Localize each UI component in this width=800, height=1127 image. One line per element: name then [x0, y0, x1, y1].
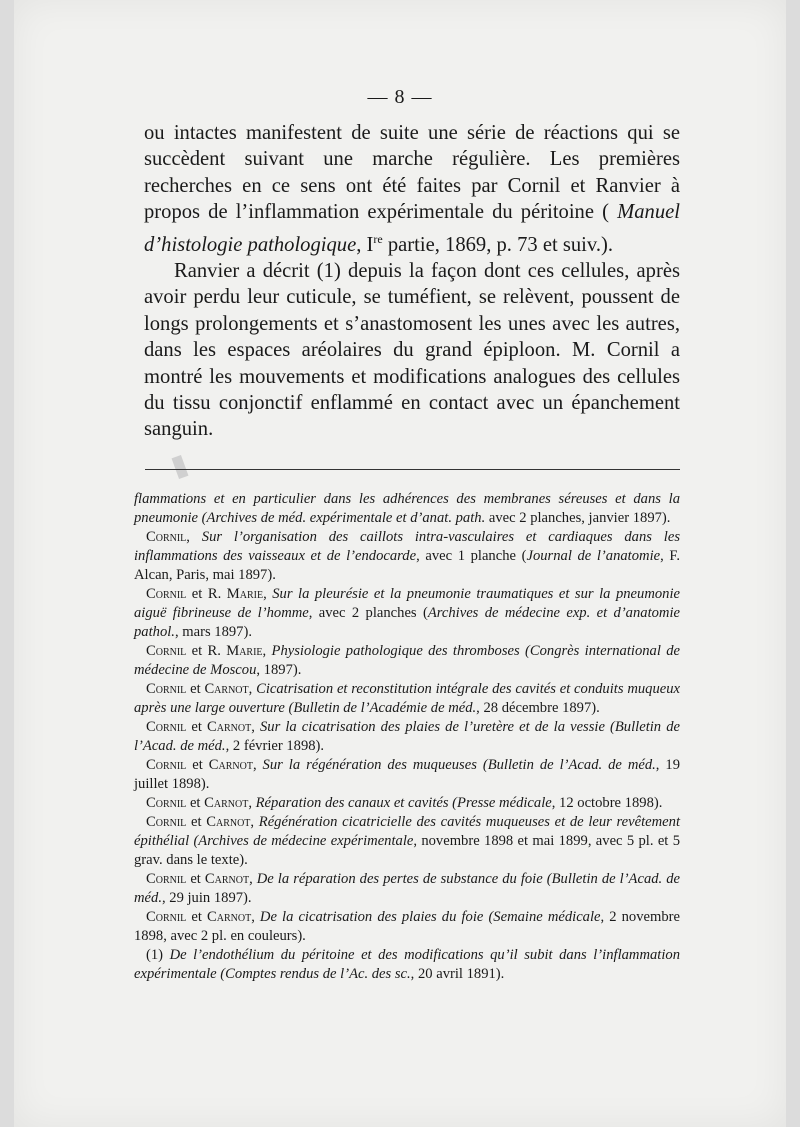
author: Cornil — [146, 643, 187, 659]
author: Carnot — [208, 757, 253, 773]
text: , avec 2 planches ( — [308, 605, 428, 621]
text: , 28 décembre 1897). — [476, 700, 600, 716]
footnote-entry-10 — [134, 908, 680, 946]
sep: et — [186, 795, 205, 811]
footnotes — [134, 490, 680, 984]
journal: Journal de l’anatomie — [526, 548, 661, 564]
footnote-entry-1 — [134, 528, 680, 585]
footnote-entry-4 — [134, 680, 680, 718]
sep: et — [186, 719, 208, 735]
paragraph-1-text-a: ou intactes manifestent de suite une série de réactions qui se succèdent suivant une marche régulière. Les premières recherches en ce sens ont été faites par Cornil et Ranvier à propos de l’inflammation expérimentale du péritoine ( — [144, 122, 680, 224]
text: , 20 avril 1891). — [410, 966, 505, 982]
sep: , — [186, 529, 202, 545]
sep: et R. — [186, 586, 227, 602]
journal: Archives de médecine exp. et d’anatomie pathol. — [134, 605, 681, 640]
author: Cornil — [146, 719, 187, 735]
sep: et R. — [186, 643, 227, 659]
text: , 29 juin 1897). — [161, 890, 252, 906]
footnote-entry-9 — [134, 870, 680, 908]
footnote-italic: flammations et en particulier dans les adhérences des membranes séreuses et dans la pneumonie (Archives de méd. expérimentale et d’anat. path. — [134, 491, 680, 526]
author: Carnot — [206, 814, 251, 830]
author: Carnot — [207, 719, 252, 735]
text: , novembre 1898 et mai 1899, avec 5 pl. et 5 grav. dans le texte). — [134, 833, 680, 868]
sep: , — [263, 586, 273, 602]
title: Sur la régénération des muqueuses (Bulletin de l’Acad. de méd. — [262, 757, 656, 773]
author: Cornil — [146, 681, 187, 697]
text: , avec 1 planche ( — [416, 548, 527, 564]
book-title: Manuel d’histologie pathologique — [144, 201, 680, 256]
title: Sur l’organisation des caillots intra-vasculaires et cardiaques dans les inflammations des vaisseaux et de l’endocarde — [134, 529, 681, 564]
footnote-text: avec 2 planches, janvier 1897). — [485, 510, 671, 526]
sep: , — [252, 757, 263, 773]
author: Marie — [226, 643, 263, 659]
author: Carnot — [207, 909, 252, 925]
author: Carnot — [204, 871, 250, 887]
text: , 12 octobre 1898). — [551, 795, 663, 811]
main-text — [144, 120, 680, 443]
text: , 19 juillet 1898). — [134, 757, 680, 792]
title: Sur la pleurésie et la pneumonie traumatiques et sur la pneumonie aiguë fibrineuse de l’homme — [134, 586, 680, 621]
title: Régénération cicatricielle des cavités muqueuses et de leur revêtement épithélial (Archives de médecine expérimentale — [134, 814, 680, 849]
footnote-entry-3 — [134, 642, 680, 680]
sep: et — [186, 871, 205, 887]
text: , 2 novembre 1898, avec 2 pl. en couleurs). — [134, 909, 680, 944]
sep: , — [251, 719, 260, 735]
sep: , — [262, 643, 272, 659]
sep: et — [186, 909, 207, 925]
sep: , — [250, 814, 259, 830]
footnote-entry-2 — [134, 585, 680, 642]
text: , 1897). — [256, 662, 302, 678]
author: Cornil — [146, 529, 187, 545]
author: Carnot — [204, 795, 249, 811]
footnote-entry-5 — [134, 718, 680, 756]
sep: et — [186, 681, 205, 697]
author: Cornil — [146, 586, 187, 602]
footnote-entry-7 — [134, 794, 680, 813]
sep: , — [251, 909, 260, 925]
author: Marie — [226, 586, 264, 602]
paragraph-1 — [144, 120, 680, 258]
author: Cornil — [146, 795, 187, 811]
title: De la cicatrisation des plaies du foie (Semaine médicale — [259, 909, 601, 925]
footnote-continuation — [134, 490, 680, 528]
text: , mars 1897). — [174, 624, 252, 640]
sep: , — [249, 871, 257, 887]
superscript-re: re — [373, 231, 383, 246]
sep: , — [248, 681, 257, 697]
title: Réparation des canaux et cavités (Presse médicale — [255, 795, 552, 811]
footnote-entry-8 — [134, 813, 680, 870]
author: Carnot — [204, 681, 249, 697]
author: Cornil — [146, 909, 187, 925]
title: Sur la cicatrisation des plaies de l’uretère et de la vessie (Bulletin de l’Acad. de méd. — [134, 719, 680, 754]
footnote-entry-6 — [134, 756, 680, 794]
text: , F. Alcan, Paris, mai 1897). — [134, 548, 680, 583]
sep: et — [186, 757, 209, 773]
paragraph-1-text-c: partie, 1869, p. 73 et suiv.). — [382, 233, 614, 256]
title: De la réparation des pertes de substance du foie (Bulletin de l’Acad. de méd. — [134, 871, 680, 906]
title: Cicatrisation et reconstitution intégrale des cavités et conduits muqueux après une large ouverture (Bulletin de l’Académie de méd. — [134, 681, 680, 716]
text: , 2 février 1898). — [225, 738, 325, 754]
footnote-marker: (1) — [146, 947, 170, 963]
sep: , — [248, 795, 256, 811]
paragraph-1-text-b: , I — [356, 233, 374, 256]
author: Cornil — [146, 871, 187, 887]
author: Cornil — [146, 757, 187, 773]
title: De l’endothélium du péritoine et des modifications qu’il subit dans l’inflammation expérimentale (Comptes rendus de l’Ac. des sc. — [134, 947, 680, 982]
paragraph-2: Ranvier a décrit (1) depuis la façon dont ces cellules, après avoir perdu leur cuticule, se tuméfient, se relèvent, poussent de longs prolongements et s’anastomosent les unes avec les autres, dans les espaces aréolaires du grand épiploon. M. Cornil a montré les mouvements et modifications analogues des cellules du tissu conjonctif enflammé en contact avec un épanchement sanguin. — [144, 259, 680, 441]
author: Cornil — [146, 814, 187, 830]
footnote-1 — [134, 946, 680, 984]
sep: et — [186, 814, 207, 830]
title: Physiologie pathologique des thromboses (Congrès international de médecine de Moscou — [134, 643, 681, 678]
footnote-rule — [145, 469, 680, 470]
page-number: — 8 — — [367, 86, 433, 108]
